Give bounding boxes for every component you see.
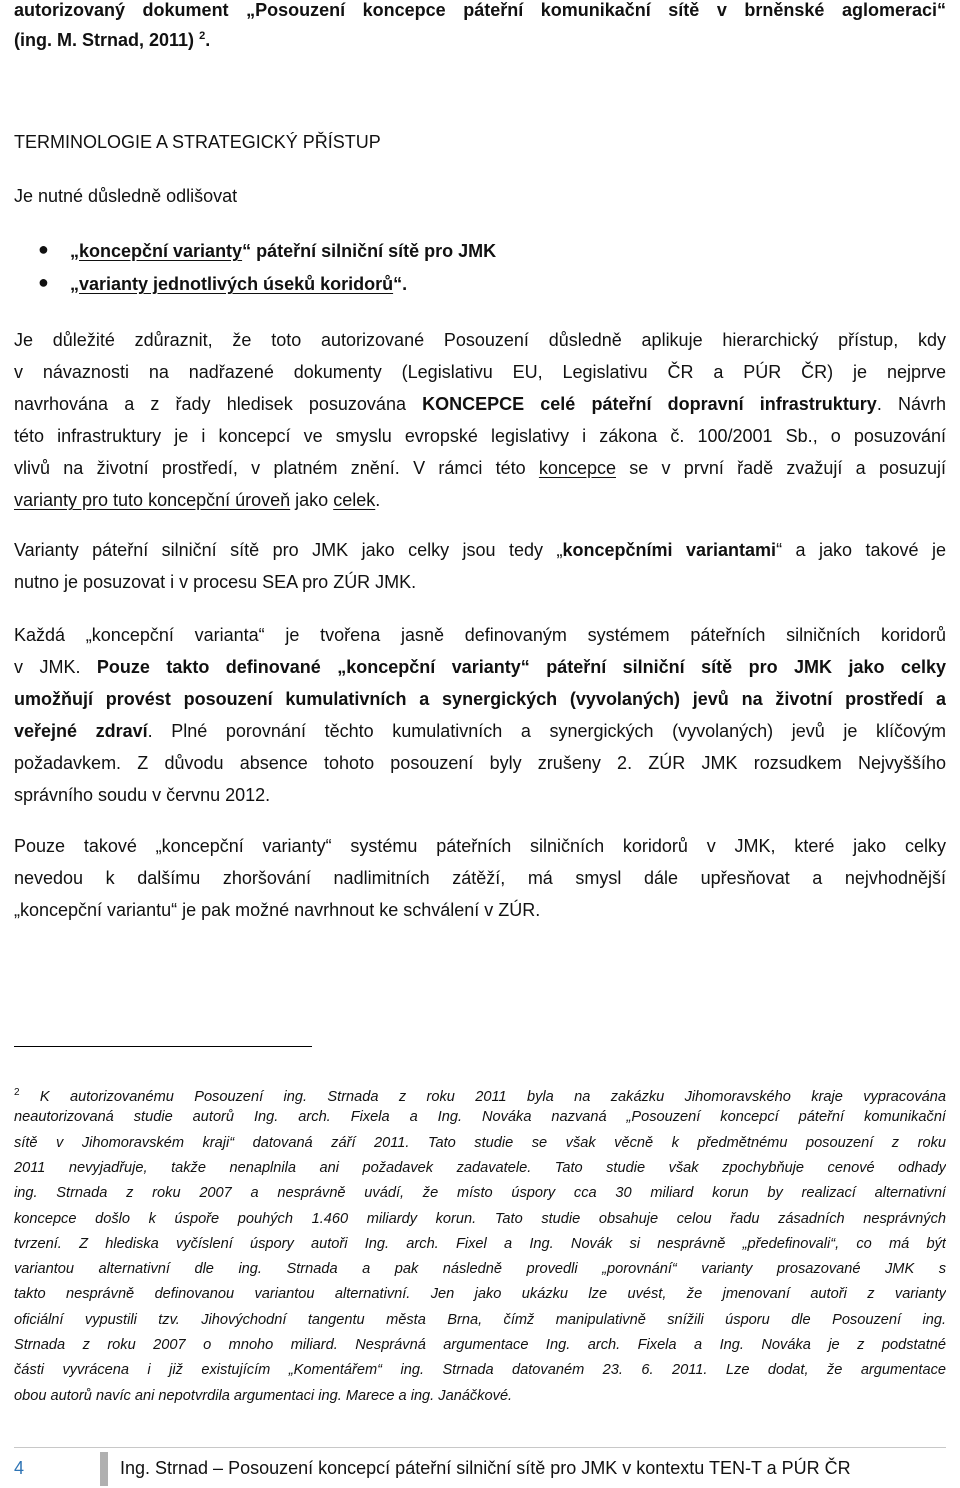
paragraph-2	[14, 534, 946, 604]
underlined-run: celek	[333, 490, 376, 510]
header-line-2-text: (ing. M. Strnad, 2011)	[14, 30, 195, 50]
footnote-line: ing. Strnada z roku 2007 a nesprávně uvádí, že místo úspory cca 30 miliard korun by realizací alternativní	[14, 1185, 946, 1202]
footnote-line: Strnada z roku 2007 o mnoho miliard. Nesprávná argumentace Ing. arch. Fixela a Ing. Nováka je z podstatné	[14, 1337, 946, 1353]
paragraph-line	[14, 420, 946, 452]
text-run: .	[375, 490, 381, 510]
section-intro: Je nutné důsledně odlišovat	[14, 186, 238, 206]
footnote-line: oficiální vypustili tzv. Jihovýchodní tangentu města Brna, čímž manipulativně snížili úsporu dle Posouzení ing.	[14, 1311, 946, 1328]
footnote-text: K autorizovanému Posouzení ing. Strnada z roku 2011 byla na zakázku Jihomoravského kraje vypracována	[19, 1088, 946, 1105]
paragraph-line	[14, 715, 946, 747]
header-line-1: autorizovaný dokument „Posouzení koncepce páteřní komunikační sítě v brněnské aglomeraci“	[14, 0, 946, 20]
paragraph-line: Pouze takové „koncepční varianty“ systému páteřních silničních koridorů v JMK, které jako celky	[14, 836, 946, 856]
paragraph-line: umožňují provést posouzení kumulativních a synergických (vyvolaných) jevů na životní prostředí a	[14, 689, 946, 709]
footnote	[14, 1080, 946, 1420]
paragraph-3	[14, 619, 946, 819]
paragraph-4	[14, 830, 946, 930]
quote-open: „	[70, 274, 79, 294]
footer-divider	[14, 1447, 946, 1448]
text-run: . Plné porovnání těchto kumulativních a synergických (vyvolaných) jevů je klíčovým	[147, 721, 946, 741]
footnote-separator	[14, 1046, 312, 1047]
bold-run: KONCEPCE celé páteřní dopravní infrastruktury	[422, 394, 877, 414]
paragraph-line: nutno je posuzovat i v procesu SEA pro ZÚR JMK.	[14, 572, 417, 592]
bold-run: koncepčními variantami	[562, 540, 777, 560]
footnote-line: takto nesprávně definovanou variantou alternativní. Jen jako ukázku lze uvést, že jmenovaní autoři z varianty	[14, 1286, 946, 1303]
paragraph-line: „koncepční variantu“ je pak možné navrhnout ke schválení v ZÚR.	[14, 900, 541, 920]
footnote-line: 2011 nevyjadřuje, takže nenaplnila ani požadavek zadavatele. Tato studie však zpochybňuje cenové odhady	[14, 1159, 946, 1176]
footer-accent-bar	[100, 1452, 108, 1486]
quote-close: “	[242, 241, 252, 261]
paragraph-line: v návaznosti na nadřazené dokumenty (Legislativu EU, Legislativu ČR a PÚR ČR) je nejprve	[14, 362, 946, 382]
page-number: 4	[14, 1458, 25, 1478]
footnote-line: neautorizovaná studie autorů Ing. arch. Fixela a Ing. Nováka nazvaná „Posouzení koncepcí páteřní komunikační	[14, 1109, 946, 1126]
bold-run: Pouze takto definované „koncepční varianty“ páteřní silniční sítě pro JMK jako celky	[96, 657, 946, 677]
footnote-line	[14, 1080, 946, 1105]
text-run: jako	[290, 490, 334, 510]
footer-title: Ing. Strnad – Posouzení koncepcí páteřní silniční sítě pro JMK v kontextu TEN-T a PÚR ČR	[120, 1458, 851, 1478]
text-run: se v první řadě zvažují a posuzují	[615, 458, 946, 478]
quote-close: “	[393, 274, 403, 294]
section-title: TERMINOLOGIE A STRATEGICKÝ PŘÍSTUP	[14, 132, 381, 152]
text-run: “ a jako takové je	[776, 540, 946, 560]
footnote-line: sítě v Jihomoravském kraji“ datovaná září 2011. Tato studie se však věcně k předmětnému posouzení z roku	[14, 1134, 946, 1151]
footnote-line: části vyvrácena i již existujícím „Komentářem“ ing. Strnada datovaném 23. 6. 2011. Lze dodat, že argumentace	[14, 1362, 946, 1379]
header-line-2-end: .	[205, 30, 211, 50]
bullet-dot-icon: ●	[38, 239, 49, 259]
bullet-underlined: koncepční varianty	[79, 241, 243, 261]
bullet-underlined: varianty jednotlivých úseků koridorů	[79, 274, 394, 294]
bullet-rest: .	[402, 274, 408, 294]
paragraph-line	[14, 388, 946, 420]
paragraph-line: požadavkem. Z důvodu absence tohoto posouzení byly zrušeny 2. ZÚR JMK rozsudkem Nejvyššího	[14, 753, 946, 773]
text-run: Varianty páteřní silniční sítě pro JMK jako celky jsou tedy „	[14, 540, 563, 560]
underlined-run: koncepce	[538, 458, 616, 478]
paragraph-line: nevedou k dalšímu zhoršování nadlimitních zátěží, má smysl dále upřesňovat a nejvhodnější	[14, 868, 946, 888]
footnote-line: tvrzení. Z hlediska vyčíslení úspory autoři Ing. arch. Fixel a Ing. Novák si nesprávně „předefinovali“, co má být	[14, 1235, 946, 1252]
footnote-reference[interactable]: 2	[199, 30, 206, 42]
footnote-line: obou autorů navíc ani nepotvrdila argumentaci ing. Marece a ing. Janáčkové.	[14, 1387, 513, 1404]
paragraph-1	[14, 324, 946, 524]
paragraph-line	[14, 452, 946, 484]
text-run: vlivů na životní prostředí, v platném znění.	[14, 458, 400, 478]
text-run: , o posuzování	[812, 426, 946, 446]
text-run: 100/2001 Sb.	[697, 426, 813, 446]
footnote-line: koncepce došlo k úspoře pouhých 1.460 miliardy korun. Tato studie obsahuje celou řadu zásadních nesprávných	[14, 1210, 946, 1227]
bullet-text	[70, 241, 496, 262]
underlined-run: varianty pro tuto koncepční úroveň	[14, 490, 291, 510]
quote-open: „	[70, 241, 79, 261]
text-run: této infrastruktury je i koncepcí ve smyslu evropské legislativy i zákona č.	[14, 426, 698, 446]
paragraph-line	[14, 484, 380, 516]
footnote-number: 2	[14, 1087, 20, 1098]
text-run: . Návrh	[876, 394, 946, 414]
text-run: V rámci této	[399, 458, 539, 478]
paragraph-line	[14, 651, 946, 683]
paragraph-line	[14, 534, 946, 566]
paragraph-line: Každá „koncepční varianta“ je tvořena jasně definovaným systémem páteřních silničních koridorů	[14, 625, 946, 645]
text-run: navrhována a z řady hledisek posuzována	[14, 394, 423, 414]
header-line-2	[14, 30, 210, 51]
bullet-dot-icon: ●	[38, 272, 49, 292]
text-run: v JMK.	[14, 657, 97, 677]
footnote-line: variantou alternativní dle ing. Strnada a pak následně provedli „porovnání“ varianty prosazované JMK s	[14, 1261, 946, 1278]
bullet-rest: páteřní silniční sítě pro JMK	[251, 241, 497, 261]
paragraph-line: správního soudu v červnu 2012.	[14, 785, 271, 805]
bold-run: veřejné zdraví	[14, 721, 148, 741]
paragraph-line: Je důležité zdůraznit, že toto autorizované Posouzení důsledně aplikuje hierarchický přístup, kdy	[14, 330, 946, 350]
bullet-text	[70, 274, 407, 295]
